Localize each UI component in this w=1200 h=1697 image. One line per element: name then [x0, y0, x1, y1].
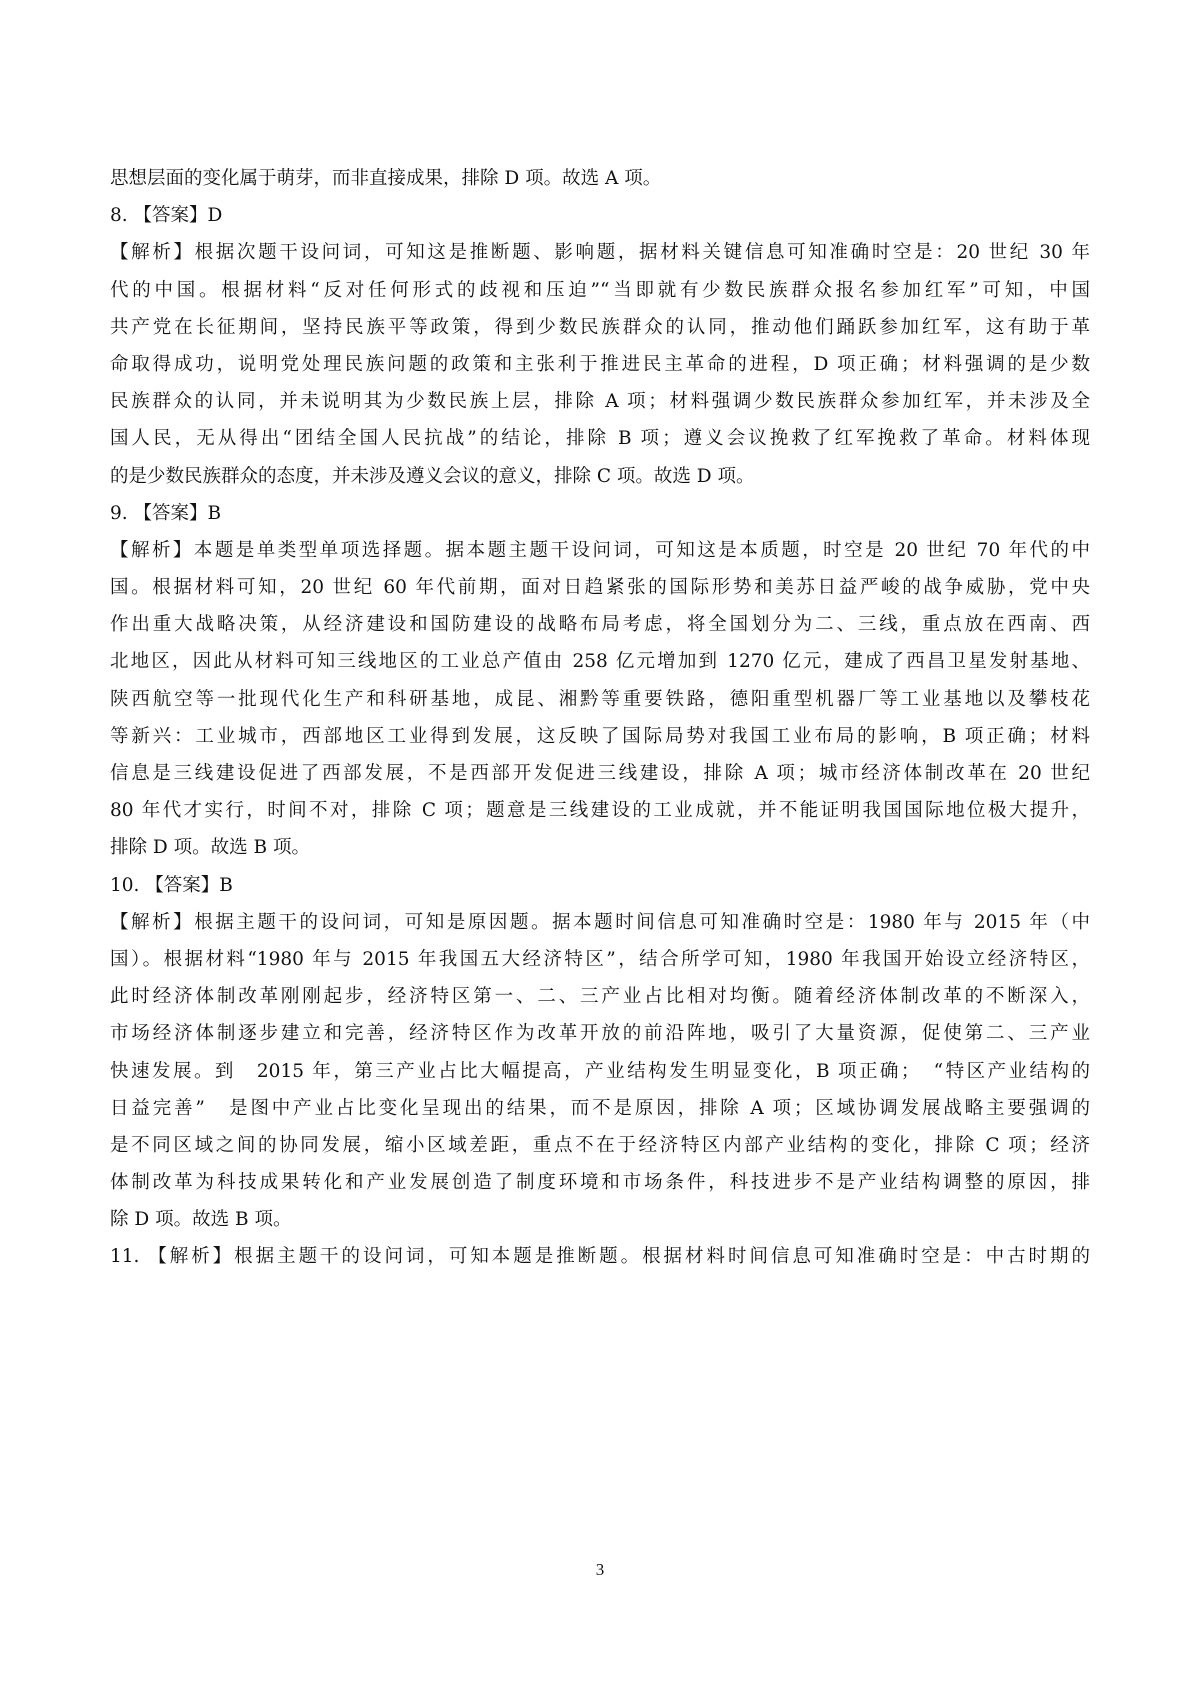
text-line: 国。根据材料可知，20 世纪 60 年代前期，面对日趋紧张的国际形势和美苏日益严峻的战争威胁，党中央 — [110, 577, 1090, 599]
text-line: 【解析】本题是单类型单项选择题。据本题主题干设问词，可知这是本质题，时空是 20 世纪 70 年代的中 — [110, 539, 1090, 561]
text-line: 命取得成功，说明党处理民族问题的政策和主张利于推进民主革命的进程，D 项正确；材料强调的是少数 — [110, 353, 1090, 375]
answer-heading-10: 10. 【答案】B — [110, 874, 233, 896]
text-line: 排除 D 项。故选 B 项。 — [110, 837, 310, 859]
answer-heading-8: 8. 【答案】D — [110, 205, 223, 227]
answer-explanations-body — [110, 160, 1090, 1276]
text-line: 除 D 项。故选 B 项。 — [110, 1209, 292, 1231]
text-line: 作出重大战略决策，从经济建设和国防建设的战略布局考虑，将全国划分为二、三线，重点放在西南、西 — [110, 614, 1090, 636]
text-line: 国）。根据材料“1980 年与 2015 年我国五大经济特区”，结合所学可知，1980 年我国开始设立经济特区， — [110, 948, 1090, 970]
text-line: 国人民，无从得出“团结全国人民抗战”的结论，排除 B 项；遵义会议挽救了红军挽救了革命。材料体现 — [110, 428, 1090, 450]
text-line: 代的中国。根据材料“反对任何形式的歧视和压迫”“当即就有少数民族群众报名参加红军”可知，中国 — [110, 279, 1090, 301]
text-line: 市场经济体制逐步建立和完善，经济特区作为改革开放的前沿阵地，吸引了大量资源，促使第二、三产业 — [110, 1023, 1090, 1045]
text-line: 等新兴：工业城市，西部地区工业得到发展，这反映了国际局势对我国工业布局的影响，B 项正确；材料 — [110, 725, 1090, 747]
text-line: 的是少数民族群众的态度，并未涉及遵义会议的意义，排除 C 项。故选 D 项。 — [110, 465, 755, 487]
answer-heading-11: 11. 【解析】根据主题干的设问词，可知本题是推断题。根据材料时间信息可知准确时空是：中古时期的 — [110, 1246, 1090, 1268]
text-line: 80 年代才实行，时间不对，排除 C 项；题意是三线建设的工业成就，并不能证明我国国际地位极大提升， — [110, 800, 1090, 822]
text-line: 快速发展。到 2015 年，第三产业占比大幅提高，产业结构发生明显变化，B 项正确； “特区产业结构的 — [110, 1060, 1090, 1082]
text-line: 思想层面的变化属于萌芽，而非直接成果，排除 D 项。故选 A 项。 — [110, 168, 662, 189]
text-line: 北地区，因此从材料可知三线地区的工业总产值由 258 亿元增加到 1270 亿元，建成了西昌卫星发射基地、 — [110, 651, 1090, 673]
page-number: 3 — [595, 1560, 605, 1579]
text-line: 此时经济体制改革刚刚起步，经济特区第一、二、三产业占比相对均衡。随着经济体制改革的不断深入， — [110, 986, 1090, 1008]
text-line: 共产党在长征期间，坚持民族平等政策，得到少数民族群众的认同，推动他们踊跃参加红军，这有助于革 — [110, 316, 1090, 338]
text-line: 是不同区域之间的协同发展，缩小区域差距，重点不在于经济特区内部产业结构的变化，排除 C 项；经济 — [110, 1134, 1090, 1156]
answer-heading-9: 9. 【答案】B — [110, 502, 222, 524]
text-line: 体制改革为科技成果转化和产业发展创造了制度环境和市场条件，科技进步不是产业结构调整的原因，排 — [110, 1172, 1090, 1194]
text-line: 日益完善” 是图中产业占比变化呈现出的结果，而不是原因，排除 A 项；区域协调发展战略主要强调的 — [110, 1097, 1090, 1119]
text-line: 【解析】根据次题干设问词，可知这是推断题、影响题，据材料关键信息可知准确时空是：20 世纪 30 年 — [110, 242, 1090, 264]
text-line: 陕西航空等一批现代化生产和科研基地，成昆、湘黔等重要铁路，德阳重型机器厂等工业基地以及攀枝花 — [110, 688, 1090, 710]
text-line: 信息是三线建设促进了西部发展，不是西部开发促进三线建设，排除 A 项；城市经济体制改革在 20 世纪 — [110, 763, 1090, 784]
text-line: 【解析】根据主题干的设问词，可知是原因题。据本题时间信息可知准确时空是：1980 年与 2015 年（中 — [110, 911, 1090, 933]
text-line: 民族群众的认同，并未说明其为少数民族上层，排除 A 项；材料强调少数民族群众参加红军，并未涉及全 — [110, 391, 1090, 413]
